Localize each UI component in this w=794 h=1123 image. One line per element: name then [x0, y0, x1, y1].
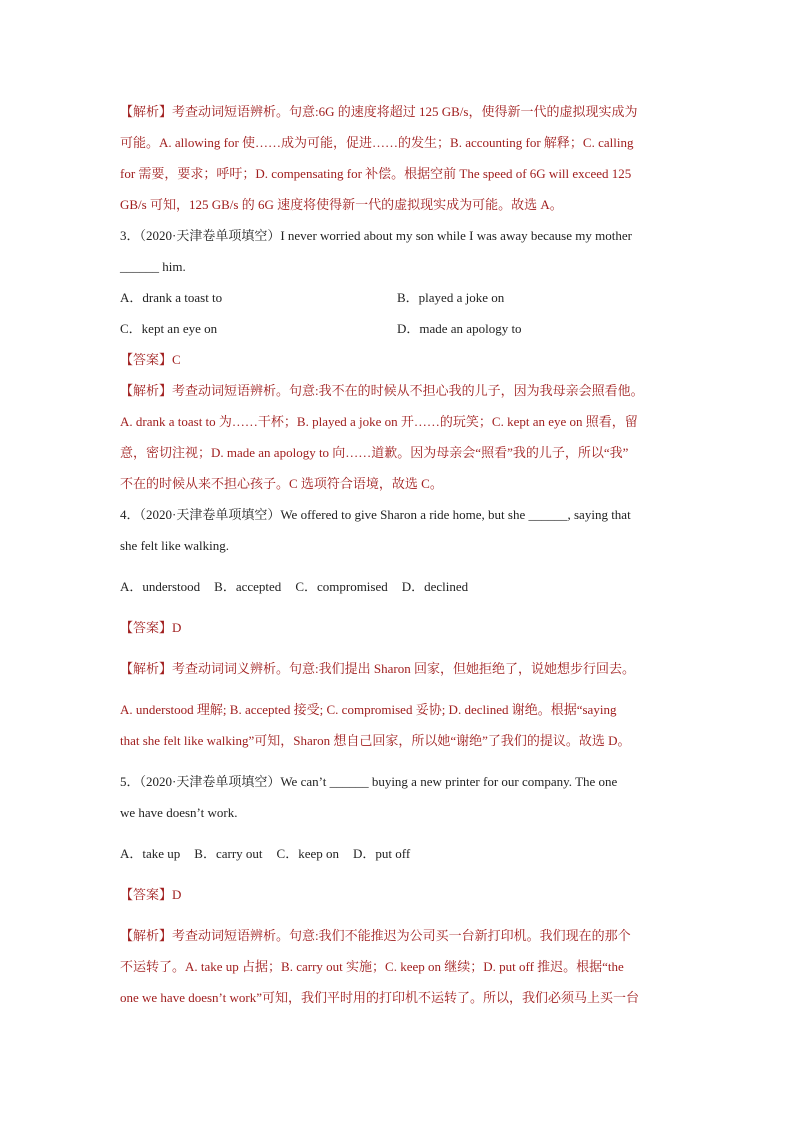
- q3-options-row-1: [120, 282, 676, 313]
- q4-option-c: C．compromised: [295, 579, 388, 594]
- q3-option-c: C．kept an eye on: [120, 321, 218, 336]
- q5-answer: 【答案】D: [120, 887, 182, 902]
- q5-option-b: B．carry out: [194, 846, 263, 861]
- q5-options: [120, 838, 676, 869]
- q4-option-a: A．understood: [120, 579, 201, 594]
- q3-analysis-line-3: 意，密切注视；D. made an apology to 向……道歉。因为母亲会“照看”我的儿子，所以“我”: [120, 445, 629, 460]
- q3-stem-line-2: ______ him.: [120, 259, 186, 274]
- q4-answer: 【答案】D: [120, 620, 182, 635]
- q5-option-d: D．put off: [353, 846, 411, 861]
- q3-option-a: A．drank a toast to: [120, 290, 223, 305]
- q3-answer: 【答案】C: [120, 352, 181, 367]
- q4-stem-line-1: 4．（2020·天津卷单项填空）We offered to give Sharon a ride home, but she ______, saying that: [120, 507, 631, 522]
- q4-stem-line-2: she felt like walking.: [120, 538, 230, 553]
- q5-analysis-line-1: 【解析】考查动词短语辨析。句意:我们不能推迟为公司买一台新打印机。我们现在的那个: [120, 928, 631, 943]
- q2-analysis-line-2: 可能。A. allowing for 使……成为可能，促进……的发生；B. accounting for 解释；C. calling: [120, 135, 634, 150]
- q3-analysis-line-2: A. drank a toast to 为……干杯；B. played a joke on 开……的玩笑；C. kept an eye on 照看，留: [120, 414, 638, 429]
- q5-option-c: C．keep on: [276, 846, 339, 861]
- q2-analysis-line-4: GB/s 可知，125 GB/s 的 6G 速度将使得新一代的虚拟现实成为可能。故选 A。: [120, 197, 563, 212]
- q3-option-d: D．made an apology to: [397, 321, 522, 336]
- q5-analysis-line-3: one we have doesn’t work”可知，我们平时用的打印机不运转了。所以，我们必须马上买一台: [120, 990, 639, 1005]
- q3-option-b: B．played a joke on: [397, 290, 505, 305]
- q2-analysis-line-1: 【解析】考查动词短语辨析。句意:6G 的速度将超过 125 GB/s，使得新一代的虚拟现实成为: [120, 104, 638, 119]
- q4-option-b: B．accepted: [214, 579, 282, 594]
- q2-analysis-line-3: for 需要，要求；呼吁；D. compensating for 补偿。根据空前 The speed of 6G will exceed 125: [120, 166, 632, 181]
- document-page: [120, 96, 676, 1013]
- q4-analysis-line-1: 【解析】考查动词词义辨析。句意:我们提出 Sharon 回家，但她拒绝了，说她想步行回去。: [120, 661, 635, 676]
- q3-analysis-line-1: 【解析】考查动词短语辨析。句意:我不在的时候从不担心我的儿子，因为我母亲会照看他。: [120, 383, 644, 398]
- q4-analysis-line-3: that she felt like walking”可知，Sharon 想自己回家，所以她“谢绝”了我们的提议。故选 D。: [120, 733, 631, 748]
- q4-option-d: D．declined: [401, 579, 469, 594]
- q5-option-a: A．take up: [120, 846, 181, 861]
- q3-options-row-2: [120, 313, 676, 344]
- q3-stem-line-1: 3．（2020·天津卷单项填空）I never worried about my son while I was away because my mother: [120, 228, 632, 243]
- q3-analysis-line-4: 不在的时候从来不担心孩子。C 选项符合语境，故选 C。: [120, 476, 443, 491]
- q5-stem-line-2: we have doesn’t work.: [120, 805, 238, 820]
- q5-stem-line-1: 5．（2020·天津卷单项填空）We can’t ______ buying a new printer for our company. The one: [120, 774, 618, 789]
- q4-options: [120, 571, 676, 602]
- q4-analysis-line-2: A. understood 理解; B. accepted 接受; C. compromised 妥协; D. declined 谢绝。根据“saying: [120, 702, 617, 717]
- q5-analysis-line-2: 不运转了。A. take up 占据；B. carry out 实施；C. keep on 继续；D. put off 推迟。根据“the: [120, 959, 624, 974]
